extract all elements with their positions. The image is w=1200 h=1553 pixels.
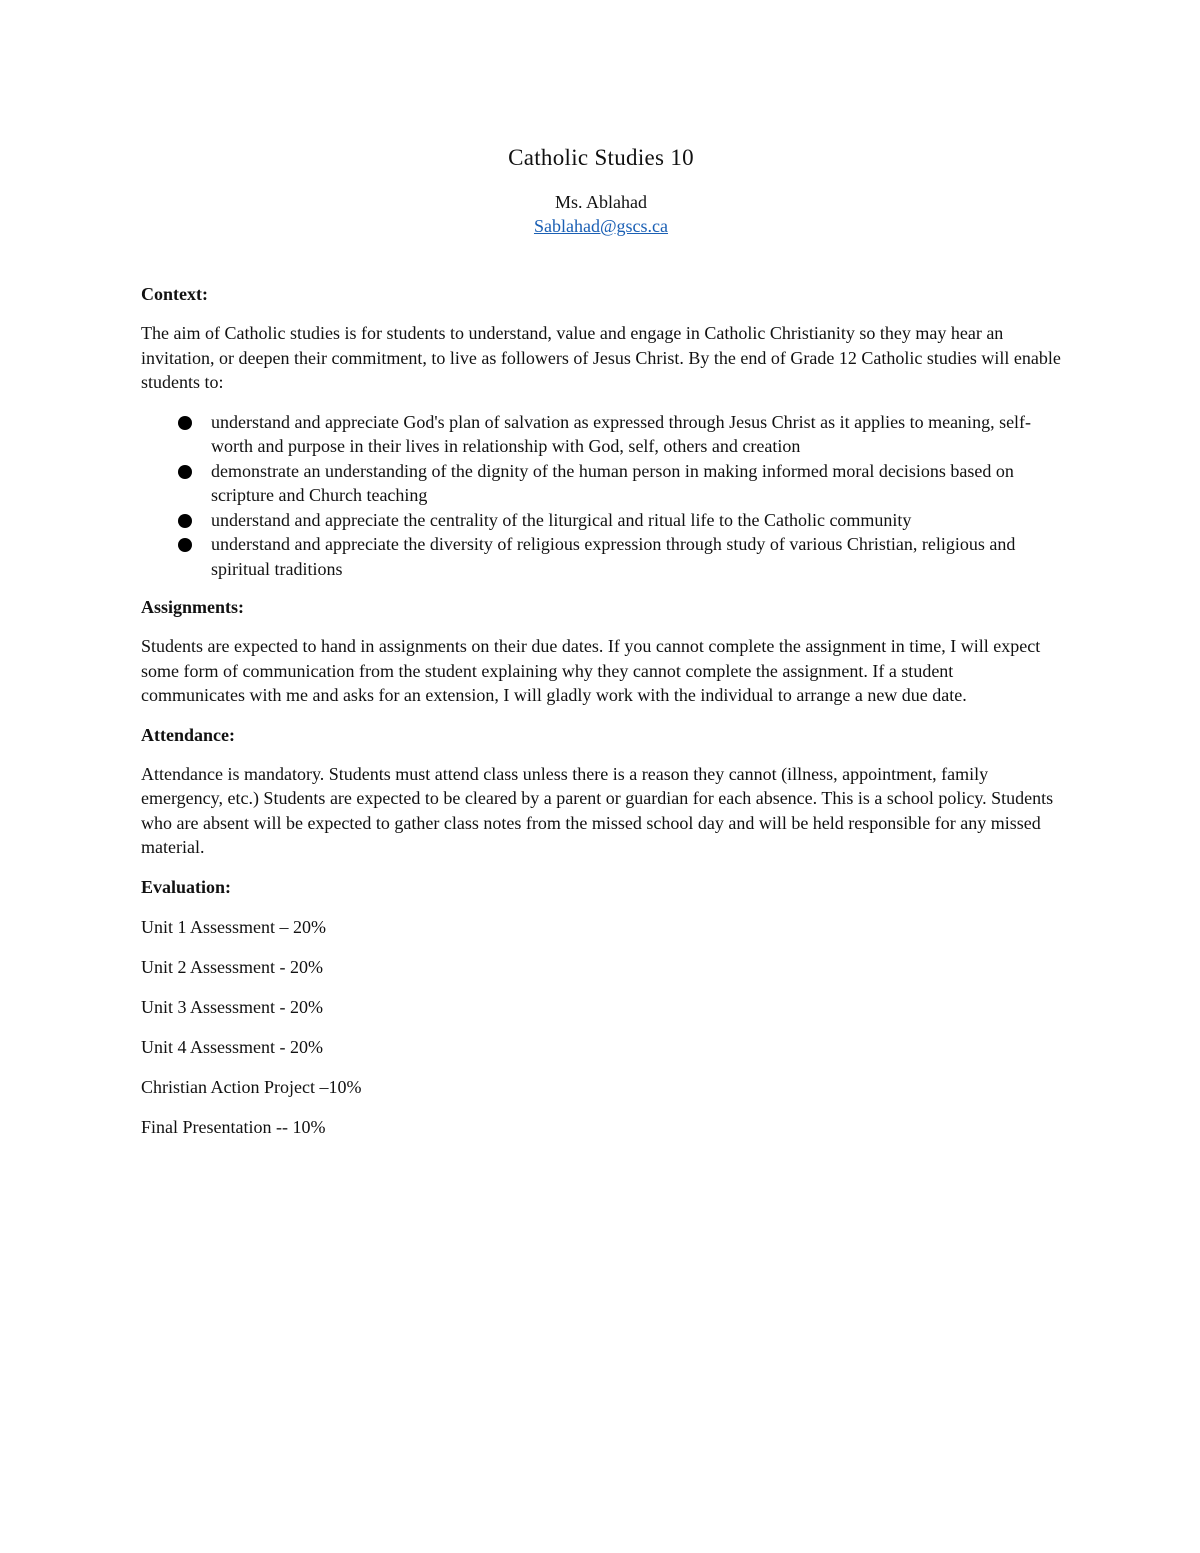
context-heading: Context: — [141, 284, 208, 304]
teacher-name: Ms. Ablahad — [555, 192, 647, 212]
bullet-icon — [178, 514, 192, 528]
evaluation-item: Unit 2 Assessment - 20% — [141, 956, 323, 977]
document-title: Catholic Studies 10 — [508, 145, 694, 170]
list-item — [141, 508, 1061, 533]
list-item-text: understand and appreciate the diversity of religious expression through study of various Christian, religious and spiritual traditions — [211, 534, 1016, 579]
context-paragraph: The aim of Catholic studies is for students to understand, value and engage in Catholic Christianity so they may hear an invitation, or deepen their commitment, to live as followers of Jesus Christ. By the end of Grade 12 Catholic studies will enable students to: — [141, 323, 1061, 392]
outcomes-list — [141, 410, 1061, 582]
attendance-heading: Attendance: — [141, 724, 235, 745]
evaluation-item: Christian Action Project –10% — [141, 1076, 362, 1097]
assignments-heading: Assignments: — [141, 597, 245, 617]
bullet-icon — [178, 465, 192, 479]
document-page — [141, 140, 1061, 1155]
evaluation-item: Unit 3 Assessment - 20% — [141, 996, 323, 1017]
list-item — [141, 532, 1061, 581]
list-item-text: understand and appreciate the centrality of the liturgical and ritual life to the Catholic community — [211, 509, 912, 530]
evaluation-item: Unit 1 Assessment – 20% — [141, 916, 327, 937]
evaluation-item: Final Presentation -- 10% — [141, 1116, 326, 1137]
bullet-icon — [178, 538, 192, 552]
bullet-icon — [178, 416, 192, 430]
evaluation-item: Unit 4 Assessment - 20% — [141, 1036, 323, 1057]
evaluation-heading: Evaluation: — [141, 876, 232, 897]
list-item-text: demonstrate an understanding of the dignity of the human person in making informed moral decisions based on scripture and Church teaching — [211, 460, 1014, 505]
list-item — [141, 410, 1061, 459]
teacher-email-link[interactable]: Sablahad@gscs.ca — [533, 216, 669, 236]
assignments-paragraph: Students are expected to hand in assignments on their due dates. If you cannot complete the assignment in time, I will expect some form of communication from the student explaining why they cannot complete the assignment. If a student communicates with me and asks for an extension, I will gladly work with the individual to arrange a new due date. — [141, 636, 1041, 705]
list-item — [141, 459, 1061, 508]
attendance-paragraph: Attendance is mandatory. Students must attend class unless there is a reason they cannot (illness, appointment, family emergency, etc.) Students are expected to be cleared by a parent or guardian for each absence. This is a school policy. Students who are absent will be expected to gather class notes from the missed school day and will be held responsible for any missed material. — [141, 763, 1054, 857]
evaluation-list — [141, 915, 1061, 1139]
list-item-text: understand and appreciate God's plan of salvation as expressed through Jesus Christ as it applies to meaning, self-worth and purpose in their lives in relationship with God, self, others and creation — [211, 411, 1032, 456]
